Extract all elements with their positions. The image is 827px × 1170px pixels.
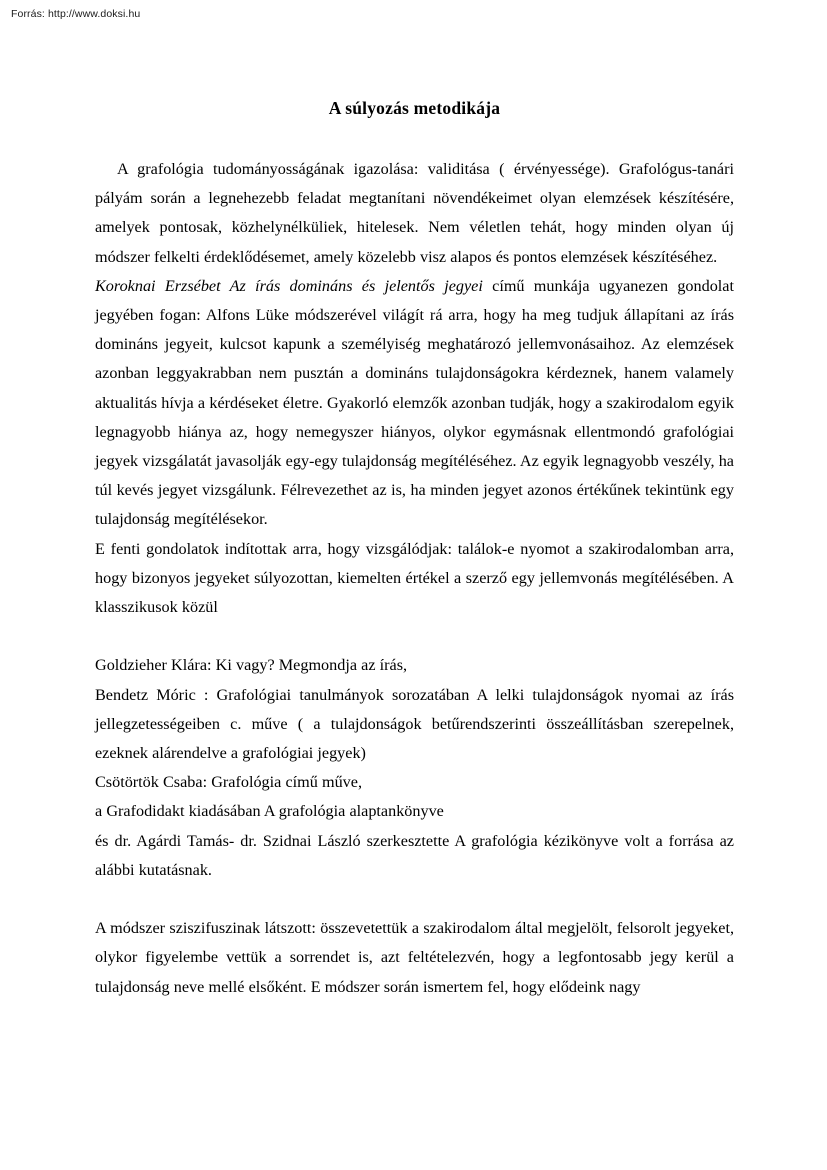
source-url-header: Forrás: http://www.doksi.hu: [11, 8, 141, 20]
page-title: A súlyozás metodikája: [328, 98, 501, 118]
bibliography-item-1: Goldzieher Klára: Ki vagy? Megmondja az írás,: [95, 656, 408, 675]
bibliography-item-5: és dr. Agárdi Tamás- dr. Szidnai László szerkesztette A grafológia kézikönyve volt a forrása az alábbi kutatásnak.: [95, 831, 734, 879]
paragraph-spacer: [95, 622, 734, 651]
cited-work-title: Koroknai Erzsébet Az írás domináns és jelentős jegyei: [95, 276, 483, 295]
paragraph-4: A módszer sziszifuszinak látszott: összevetettük a szakirodalom által megjelölt, felsorolt jegyeket, olykor figyelembe vettük a sorrendet is, azt feltételezvén, hogy a legfontosabb jegy kerül a tulajdonság neve mellé elsőként. E módszer során ismertem fel, hogy elődeink nagy: [95, 919, 734, 996]
bibliography-spacer: [95, 885, 734, 914]
paragraph-block-intro: [95, 155, 734, 1002]
paragraph-2: [95, 272, 734, 535]
paragraph-3: E fenti gondolatok indítottak arra, hogy vizsgálódjak: találok-e nyomot a szakirodalomban arra, hogy bizonyos jegyeket súlyozottan, kiemelten értékel a szerző egy jellemvonás megítélésében. A klasszikusok közül: [95, 539, 734, 617]
bibliography-item-3: Csötörtök Csaba: Grafológia című műve,: [95, 773, 362, 792]
paragraph-2-body: című munkája ugyanezen gondolat jegyében fogan: Alfons Lüke módszerével világít rá arra, hogy ha meg tudjuk állapítani az írás domináns jegyeit, kulcsot kapunk a személyiség meghatározó jellemvonásaihoz. Az elemzések azonban leggyakrabban nem pusztán a domináns tulajdonságokra kérdeznek, hanem valamely aktualitás hívja a kérdéseket életre. Gyakorló elemzők azonban tudják, hogy a szakirodalom egyik legnagyobb hiánya az, hogy nemegyszer hiányos, olykor egymásnak ellentmondó grafológiai jegyek vizsgálatát javasolják egy-egy tulajdonság megítéléséhez. Az egyik legnagyobb veszély, ha túl kevés jegyet vizsgálunk. Félrevezethet az is, ha minden jegyet azonos értékűnek tekintünk egy tulajdonság megítélésekor.: [95, 276, 734, 529]
paragraph-1: A grafológia tudományosságának igazolása: validitása ( érvényessége). Grafológus-tanári pályám során a legnehezebb feladat megtanítani növendékeimet olyan elemzések készítésére, amelyek pontosak, közhelynélküliek, hitelesek. Nem véletlen tehát, hogy minden olyan új módszer felkelti érdeklődésemet, amely közelebb visz alapos és pontos elemzések készítéséhez.: [95, 160, 734, 266]
bibliography-item-4: a Grafodidakt kiadásában A grafológia alaptankönyve: [95, 802, 444, 821]
bibliography-item-2: Bendetz Móric : Grafológiai tanulmányok sorozatában A lelki tulajdonságok nyomai az írás jellegzetességeiben c. műve ( a tulajdonságok betűrendszerinti összeállításban szerepelnek, ezeknek alárendelve a grafológiai jegyek): [95, 685, 734, 763]
